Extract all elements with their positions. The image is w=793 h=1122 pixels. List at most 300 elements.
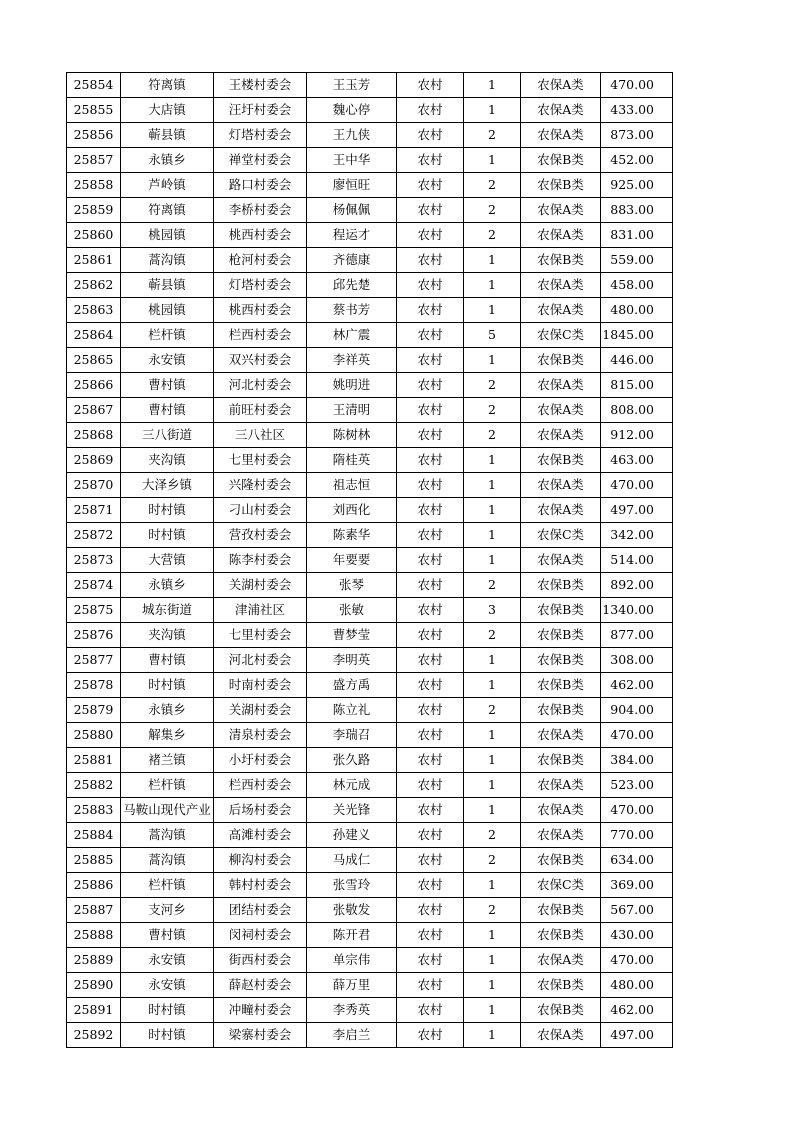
cell-area-type: 农村 xyxy=(397,998,464,1023)
cell-town: 桃园镇 xyxy=(121,298,214,323)
cell-village: 灯塔村委会 xyxy=(214,123,307,148)
cell-person-name: 王清明 xyxy=(307,398,397,423)
cell-area-type: 农村 xyxy=(397,723,464,748)
cell-category: 农保C类 xyxy=(521,323,601,348)
cell-household-count: 1 xyxy=(464,948,521,973)
cell-town: 夹沟镇 xyxy=(121,623,214,648)
cell-household-count: 2 xyxy=(464,123,521,148)
table-row xyxy=(67,148,673,173)
cell-category: 农保B类 xyxy=(521,448,601,473)
cell-serial-number: 25880 xyxy=(67,723,121,748)
cell-area-type: 农村 xyxy=(397,123,464,148)
cell-serial-number: 25855 xyxy=(67,98,121,123)
cell-amount: 480.00 xyxy=(601,298,673,323)
cell-serial-number: 25876 xyxy=(67,623,121,648)
cell-household-count: 1 xyxy=(464,348,521,373)
cell-amount: 470.00 xyxy=(601,473,673,498)
cell-town: 栏杆镇 xyxy=(121,873,214,898)
cell-household-count: 1 xyxy=(464,723,521,748)
cell-category: 农保A类 xyxy=(521,823,601,848)
cell-village: 路口村委会 xyxy=(214,173,307,198)
cell-person-name: 王中华 xyxy=(307,148,397,173)
cell-person-name: 关光锋 xyxy=(307,798,397,823)
cell-serial-number: 25867 xyxy=(67,398,121,423)
cell-area-type: 农村 xyxy=(397,373,464,398)
cell-household-count: 1 xyxy=(464,273,521,298)
roster-table-body xyxy=(67,73,673,1048)
cell-serial-number: 25890 xyxy=(67,973,121,998)
cell-town: 大营镇 xyxy=(121,548,214,573)
cell-town: 蒿沟镇 xyxy=(121,823,214,848)
cell-person-name: 陈立礼 xyxy=(307,698,397,723)
cell-town: 三八街道 xyxy=(121,423,214,448)
cell-town: 桃园镇 xyxy=(121,223,214,248)
cell-person-name: 孙建义 xyxy=(307,823,397,848)
table-row xyxy=(67,73,673,98)
cell-category: 农保B类 xyxy=(521,173,601,198)
table-row xyxy=(67,998,673,1023)
cell-village: 营孜村委会 xyxy=(214,523,307,548)
cell-person-name: 张琴 xyxy=(307,573,397,598)
cell-village: 禅堂村委会 xyxy=(214,148,307,173)
cell-household-count: 1 xyxy=(464,548,521,573)
cell-amount: 808.00 xyxy=(601,398,673,423)
cell-household-count: 2 xyxy=(464,823,521,848)
cell-town: 符离镇 xyxy=(121,73,214,98)
cell-category: 农保B类 xyxy=(521,573,601,598)
roster-table xyxy=(66,72,673,1048)
cell-serial-number: 25860 xyxy=(67,223,121,248)
cell-village: 刁山村委会 xyxy=(214,498,307,523)
table-row xyxy=(67,248,673,273)
table-row xyxy=(67,123,673,148)
cell-town: 曹村镇 xyxy=(121,398,214,423)
cell-household-count: 1 xyxy=(464,473,521,498)
cell-village: 七里村委会 xyxy=(214,448,307,473)
cell-household-count: 2 xyxy=(464,423,521,448)
cell-village: 桃西村委会 xyxy=(214,223,307,248)
cell-person-name: 魏心停 xyxy=(307,98,397,123)
cell-serial-number: 25870 xyxy=(67,473,121,498)
cell-person-name: 杨佩佩 xyxy=(307,198,397,223)
cell-category: 农保C类 xyxy=(521,873,601,898)
cell-area-type: 农村 xyxy=(397,673,464,698)
cell-amount: 883.00 xyxy=(601,198,673,223)
cell-category: 农保B类 xyxy=(521,998,601,1023)
cell-household-count: 1 xyxy=(464,923,521,948)
cell-household-count: 1 xyxy=(464,248,521,273)
cell-amount: 1845.00 xyxy=(601,323,673,348)
cell-town: 时村镇 xyxy=(121,498,214,523)
cell-serial-number: 25873 xyxy=(67,548,121,573)
cell-area-type: 农村 xyxy=(397,473,464,498)
cell-village: 街西村委会 xyxy=(214,948,307,973)
cell-category: 农保B类 xyxy=(521,148,601,173)
cell-village: 七里村委会 xyxy=(214,623,307,648)
cell-village: 陈李村委会 xyxy=(214,548,307,573)
cell-area-type: 农村 xyxy=(397,798,464,823)
cell-amount: 567.00 xyxy=(601,898,673,923)
cell-amount: 452.00 xyxy=(601,148,673,173)
cell-area-type: 农村 xyxy=(397,823,464,848)
cell-area-type: 农村 xyxy=(397,323,464,348)
cell-person-name: 陈树林 xyxy=(307,423,397,448)
cell-area-type: 农村 xyxy=(397,523,464,548)
cell-village: 时南村委会 xyxy=(214,673,307,698)
table-row xyxy=(67,648,673,673)
cell-amount: 514.00 xyxy=(601,548,673,573)
table-row xyxy=(67,698,673,723)
table-row xyxy=(67,598,673,623)
cell-amount: 873.00 xyxy=(601,123,673,148)
cell-serial-number: 25862 xyxy=(67,273,121,298)
table-row xyxy=(67,773,673,798)
cell-village: 三八社区 xyxy=(214,423,307,448)
cell-town: 曹村镇 xyxy=(121,923,214,948)
cell-amount: 433.00 xyxy=(601,98,673,123)
cell-household-count: 2 xyxy=(464,198,521,223)
cell-category: 农保A类 xyxy=(521,398,601,423)
table-row xyxy=(67,673,673,698)
cell-household-count: 2 xyxy=(464,573,521,598)
cell-category: 农保B类 xyxy=(521,623,601,648)
cell-household-count: 1 xyxy=(464,523,521,548)
cell-town: 蕲县镇 xyxy=(121,123,214,148)
cell-category: 农保B类 xyxy=(521,673,601,698)
cell-village: 李桥村委会 xyxy=(214,198,307,223)
cell-person-name: 张敬发 xyxy=(307,898,397,923)
cell-amount: 497.00 xyxy=(601,498,673,523)
cell-village: 关湖村委会 xyxy=(214,698,307,723)
cell-person-name: 林元成 xyxy=(307,773,397,798)
cell-amount: 892.00 xyxy=(601,573,673,598)
cell-serial-number: 25889 xyxy=(67,948,121,973)
cell-category: 农保B类 xyxy=(521,973,601,998)
cell-amount: 831.00 xyxy=(601,223,673,248)
cell-amount: 446.00 xyxy=(601,348,673,373)
cell-person-name: 张雪玲 xyxy=(307,873,397,898)
cell-amount: 770.00 xyxy=(601,823,673,848)
cell-area-type: 农村 xyxy=(397,773,464,798)
cell-household-count: 1 xyxy=(464,73,521,98)
cell-household-count: 1 xyxy=(464,648,521,673)
cell-village: 桃西村委会 xyxy=(214,298,307,323)
cell-amount: 497.00 xyxy=(601,1023,673,1048)
cell-area-type: 农村 xyxy=(397,598,464,623)
table-row xyxy=(67,898,673,923)
table-row xyxy=(67,198,673,223)
cell-amount: 1340.00 xyxy=(601,598,673,623)
cell-village: 枪河村委会 xyxy=(214,248,307,273)
cell-person-name: 齐德康 xyxy=(307,248,397,273)
cell-village: 王楼村委会 xyxy=(214,73,307,98)
cell-person-name: 刘西化 xyxy=(307,498,397,523)
table-row xyxy=(67,573,673,598)
cell-serial-number: 25863 xyxy=(67,298,121,323)
cell-serial-number: 25857 xyxy=(67,148,121,173)
cell-town: 永镇乡 xyxy=(121,698,214,723)
cell-amount: 308.00 xyxy=(601,648,673,673)
cell-serial-number: 25861 xyxy=(67,248,121,273)
cell-amount: 925.00 xyxy=(601,173,673,198)
cell-person-name: 薛万里 xyxy=(307,973,397,998)
table-row xyxy=(67,948,673,973)
cell-town: 永安镇 xyxy=(121,948,214,973)
cell-serial-number: 25872 xyxy=(67,523,121,548)
cell-serial-number: 25892 xyxy=(67,1023,121,1048)
cell-category: 农保B类 xyxy=(521,648,601,673)
table-row xyxy=(67,823,673,848)
cell-category: 农保B类 xyxy=(521,748,601,773)
table-row xyxy=(67,273,673,298)
cell-village: 清泉村委会 xyxy=(214,723,307,748)
cell-town: 时村镇 xyxy=(121,523,214,548)
cell-area-type: 农村 xyxy=(397,223,464,248)
cell-serial-number: 25869 xyxy=(67,448,121,473)
cell-person-name: 隋桂英 xyxy=(307,448,397,473)
cell-area-type: 农村 xyxy=(397,348,464,373)
table-row xyxy=(67,848,673,873)
cell-household-count: 1 xyxy=(464,448,521,473)
cell-area-type: 农村 xyxy=(397,898,464,923)
cell-household-count: 2 xyxy=(464,223,521,248)
table-row xyxy=(67,373,673,398)
cell-serial-number: 25868 xyxy=(67,423,121,448)
table-row xyxy=(67,723,673,748)
cell-area-type: 农村 xyxy=(397,98,464,123)
cell-household-count: 2 xyxy=(464,698,521,723)
cell-category: 农保A类 xyxy=(521,773,601,798)
cell-village: 薛赵村委会 xyxy=(214,973,307,998)
cell-village: 韩村村委会 xyxy=(214,873,307,898)
cell-category: 农保A类 xyxy=(521,98,601,123)
cell-category: 农保B类 xyxy=(521,898,601,923)
cell-amount: 815.00 xyxy=(601,373,673,398)
cell-village: 河北村委会 xyxy=(214,373,307,398)
cell-serial-number: 25878 xyxy=(67,673,121,698)
cell-category: 农保A类 xyxy=(521,1023,601,1048)
cell-person-name: 张敏 xyxy=(307,598,397,623)
cell-person-name: 陈素华 xyxy=(307,523,397,548)
cell-person-name: 李明英 xyxy=(307,648,397,673)
cell-serial-number: 25864 xyxy=(67,323,121,348)
cell-household-count: 1 xyxy=(464,673,521,698)
cell-town: 符离镇 xyxy=(121,198,214,223)
cell-category: 农保B类 xyxy=(521,923,601,948)
cell-category: 农保A类 xyxy=(521,223,601,248)
cell-town: 解集乡 xyxy=(121,723,214,748)
cell-village: 前旺村委会 xyxy=(214,398,307,423)
cell-household-count: 1 xyxy=(464,798,521,823)
cell-person-name: 单宗伟 xyxy=(307,948,397,973)
cell-person-name: 王玉芳 xyxy=(307,73,397,98)
cell-area-type: 农村 xyxy=(397,173,464,198)
cell-category: 农保A类 xyxy=(521,73,601,98)
cell-person-name: 林广震 xyxy=(307,323,397,348)
cell-village: 高滩村委会 xyxy=(214,823,307,848)
cell-person-name: 张久路 xyxy=(307,748,397,773)
cell-village: 汪圩村委会 xyxy=(214,98,307,123)
table-row xyxy=(67,873,673,898)
cell-village: 双兴村委会 xyxy=(214,348,307,373)
cell-serial-number: 25887 xyxy=(67,898,121,923)
cell-amount: 342.00 xyxy=(601,523,673,548)
cell-village: 小圩村委会 xyxy=(214,748,307,773)
cell-household-count: 2 xyxy=(464,173,521,198)
cell-village: 团结村委会 xyxy=(214,898,307,923)
table-row xyxy=(67,798,673,823)
cell-area-type: 农村 xyxy=(397,423,464,448)
table-row xyxy=(67,298,673,323)
table-row xyxy=(67,623,673,648)
cell-household-count: 1 xyxy=(464,98,521,123)
cell-amount: 480.00 xyxy=(601,973,673,998)
cell-household-count: 1 xyxy=(464,748,521,773)
cell-area-type: 农村 xyxy=(397,873,464,898)
cell-household-count: 1 xyxy=(464,873,521,898)
cell-area-type: 农村 xyxy=(397,748,464,773)
cell-area-type: 农村 xyxy=(397,273,464,298)
cell-category: 农保B类 xyxy=(521,698,601,723)
cell-amount: 877.00 xyxy=(601,623,673,648)
cell-area-type: 农村 xyxy=(397,148,464,173)
cell-category: 农保B类 xyxy=(521,248,601,273)
table-row xyxy=(67,223,673,248)
cell-amount: 462.00 xyxy=(601,673,673,698)
cell-amount: 634.00 xyxy=(601,848,673,873)
cell-area-type: 农村 xyxy=(397,73,464,98)
cell-area-type: 农村 xyxy=(397,548,464,573)
cell-serial-number: 25858 xyxy=(67,173,121,198)
cell-amount: 912.00 xyxy=(601,423,673,448)
cell-serial-number: 25891 xyxy=(67,998,121,1023)
cell-town: 城东街道 xyxy=(121,598,214,623)
cell-person-name: 曹梦莹 xyxy=(307,623,397,648)
table-row xyxy=(67,323,673,348)
cell-village: 梁寨村委会 xyxy=(214,1023,307,1048)
cell-category: 农保B类 xyxy=(521,348,601,373)
table-row xyxy=(67,1023,673,1048)
table-row xyxy=(67,473,673,498)
cell-amount: 470.00 xyxy=(601,948,673,973)
cell-serial-number: 25884 xyxy=(67,823,121,848)
cell-household-count: 2 xyxy=(464,848,521,873)
cell-category: 农保A类 xyxy=(521,298,601,323)
cell-amount: 904.00 xyxy=(601,698,673,723)
cell-household-count: 1 xyxy=(464,773,521,798)
cell-town: 芦岭镇 xyxy=(121,173,214,198)
cell-person-name: 王九侠 xyxy=(307,123,397,148)
cell-town: 曹村镇 xyxy=(121,648,214,673)
cell-amount: 470.00 xyxy=(601,723,673,748)
cell-area-type: 农村 xyxy=(397,698,464,723)
cell-area-type: 农村 xyxy=(397,398,464,423)
cell-village: 闵祠村委会 xyxy=(214,923,307,948)
table-row xyxy=(67,348,673,373)
cell-area-type: 农村 xyxy=(397,498,464,523)
table-row xyxy=(67,548,673,573)
cell-amount: 369.00 xyxy=(601,873,673,898)
cell-town: 大泽乡镇 xyxy=(121,473,214,498)
cell-serial-number: 25883 xyxy=(67,798,121,823)
cell-town: 大店镇 xyxy=(121,98,214,123)
cell-serial-number: 25879 xyxy=(67,698,121,723)
cell-amount: 384.00 xyxy=(601,748,673,773)
cell-town: 马鞍山现代产业 xyxy=(121,798,214,823)
cell-town: 褚兰镇 xyxy=(121,748,214,773)
cell-household-count: 1 xyxy=(464,973,521,998)
cell-serial-number: 25854 xyxy=(67,73,121,98)
cell-village: 冲疃村委会 xyxy=(214,998,307,1023)
cell-town: 蒿沟镇 xyxy=(121,848,214,873)
cell-person-name: 姚明进 xyxy=(307,373,397,398)
cell-serial-number: 25866 xyxy=(67,373,121,398)
cell-category: 农保B类 xyxy=(521,848,601,873)
cell-serial-number: 25886 xyxy=(67,873,121,898)
cell-person-name: 李秀英 xyxy=(307,998,397,1023)
cell-town: 栏杆镇 xyxy=(121,323,214,348)
cell-category: 农保A类 xyxy=(521,373,601,398)
table-row xyxy=(67,423,673,448)
table-row xyxy=(67,398,673,423)
cell-household-count: 2 xyxy=(464,373,521,398)
cell-person-name: 邱先楚 xyxy=(307,273,397,298)
cell-household-count: 2 xyxy=(464,898,521,923)
cell-serial-number: 25875 xyxy=(67,598,121,623)
cell-town: 支河乡 xyxy=(121,898,214,923)
cell-serial-number: 25859 xyxy=(67,198,121,223)
cell-serial-number: 25882 xyxy=(67,773,121,798)
cell-town: 永安镇 xyxy=(121,348,214,373)
cell-category: 农保A类 xyxy=(521,723,601,748)
cell-village: 河北村委会 xyxy=(214,648,307,673)
cell-village: 津浦社区 xyxy=(214,598,307,623)
cell-area-type: 农村 xyxy=(397,848,464,873)
cell-town: 蒿沟镇 xyxy=(121,248,214,273)
table-row xyxy=(67,448,673,473)
cell-town: 曹村镇 xyxy=(121,373,214,398)
table-row xyxy=(67,98,673,123)
cell-amount: 470.00 xyxy=(601,798,673,823)
table-row xyxy=(67,523,673,548)
cell-person-name: 程运才 xyxy=(307,223,397,248)
cell-area-type: 农村 xyxy=(397,623,464,648)
cell-area-type: 农村 xyxy=(397,198,464,223)
cell-village: 后场村委会 xyxy=(214,798,307,823)
cell-category: 农保A类 xyxy=(521,198,601,223)
cell-town: 夹沟镇 xyxy=(121,448,214,473)
table-row xyxy=(67,973,673,998)
cell-serial-number: 25888 xyxy=(67,923,121,948)
cell-person-name: 李瑞召 xyxy=(307,723,397,748)
cell-household-count: 1 xyxy=(464,148,521,173)
cell-household-count: 1 xyxy=(464,1023,521,1048)
cell-category: 农保A类 xyxy=(521,498,601,523)
cell-amount: 458.00 xyxy=(601,273,673,298)
cell-serial-number: 25885 xyxy=(67,848,121,873)
cell-household-count: 2 xyxy=(464,623,521,648)
cell-person-name: 年要要 xyxy=(307,548,397,573)
cell-category: 农保C类 xyxy=(521,523,601,548)
cell-amount: 462.00 xyxy=(601,998,673,1023)
cell-household-count: 1 xyxy=(464,498,521,523)
cell-town: 时村镇 xyxy=(121,1023,214,1048)
cell-person-name: 李祥英 xyxy=(307,348,397,373)
cell-village: 灯塔村委会 xyxy=(214,273,307,298)
cell-area-type: 农村 xyxy=(397,448,464,473)
cell-serial-number: 25871 xyxy=(67,498,121,523)
cell-category: 农保A类 xyxy=(521,123,601,148)
